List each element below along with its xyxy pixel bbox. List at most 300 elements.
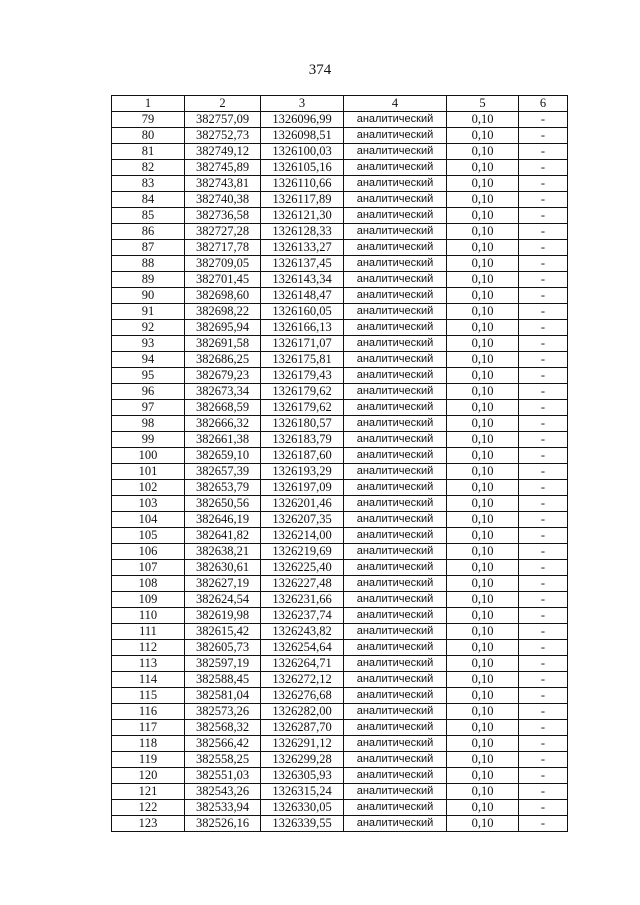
point-number-cell: 107 xyxy=(112,560,185,576)
point-number-cell: 96 xyxy=(112,384,185,400)
point-number-cell: 92 xyxy=(112,320,185,336)
accuracy-cell: 0,10 xyxy=(447,784,519,800)
note-cell: - xyxy=(519,368,568,384)
point-number-cell: 116 xyxy=(112,704,185,720)
y-coordinate-cell: 1326227,48 xyxy=(261,576,344,592)
column-header: 4 xyxy=(344,96,447,112)
table-body xyxy=(112,112,568,832)
accuracy-cell: 0,10 xyxy=(447,608,519,624)
table-row xyxy=(112,368,568,384)
table-row xyxy=(112,320,568,336)
x-coordinate-cell: 382566,42 xyxy=(185,736,261,752)
note-cell: - xyxy=(519,448,568,464)
y-coordinate-cell: 1326272,12 xyxy=(261,672,344,688)
method-cell: аналитический xyxy=(344,160,447,176)
x-coordinate-cell: 382659,10 xyxy=(185,448,261,464)
x-coordinate-cell: 382657,39 xyxy=(185,464,261,480)
x-coordinate-cell: 382736,58 xyxy=(185,208,261,224)
point-number-cell: 80 xyxy=(112,128,185,144)
point-number-cell: 108 xyxy=(112,576,185,592)
accuracy-cell: 0,10 xyxy=(447,304,519,320)
table-row xyxy=(112,736,568,752)
point-number-cell: 101 xyxy=(112,464,185,480)
note-cell: - xyxy=(519,416,568,432)
y-coordinate-cell: 1326237,74 xyxy=(261,608,344,624)
table-row xyxy=(112,656,568,672)
accuracy-cell: 0,10 xyxy=(447,288,519,304)
method-cell: аналитический xyxy=(344,560,447,576)
y-coordinate-cell: 1326179,43 xyxy=(261,368,344,384)
accuracy-cell: 0,10 xyxy=(447,416,519,432)
y-coordinate-cell: 1326339,55 xyxy=(261,816,344,832)
x-coordinate-cell: 382749,12 xyxy=(185,144,261,160)
note-cell: - xyxy=(519,640,568,656)
x-coordinate-cell: 382752,73 xyxy=(185,128,261,144)
table-row xyxy=(112,160,568,176)
accuracy-cell: 0,10 xyxy=(447,240,519,256)
x-coordinate-cell: 382666,32 xyxy=(185,416,261,432)
column-header: 2 xyxy=(185,96,261,112)
method-cell: аналитический xyxy=(344,192,447,208)
y-coordinate-cell: 1326175,81 xyxy=(261,352,344,368)
x-coordinate-cell: 382650,56 xyxy=(185,496,261,512)
note-cell: - xyxy=(519,176,568,192)
method-cell: аналитический xyxy=(344,752,447,768)
table-row xyxy=(112,624,568,640)
y-coordinate-cell: 1326299,28 xyxy=(261,752,344,768)
table-row xyxy=(112,560,568,576)
method-cell: аналитический xyxy=(344,656,447,672)
method-cell: аналитический xyxy=(344,256,447,272)
method-cell: аналитический xyxy=(344,320,447,336)
method-cell: аналитический xyxy=(344,432,447,448)
method-cell: аналитический xyxy=(344,496,447,512)
accuracy-cell: 0,10 xyxy=(447,160,519,176)
table-row xyxy=(112,480,568,496)
note-cell: - xyxy=(519,624,568,640)
x-coordinate-cell: 382668,59 xyxy=(185,400,261,416)
table-row xyxy=(112,208,568,224)
point-number-cell: 84 xyxy=(112,192,185,208)
method-cell: аналитический xyxy=(344,336,447,352)
accuracy-cell: 0,10 xyxy=(447,640,519,656)
x-coordinate-cell: 382717,78 xyxy=(185,240,261,256)
method-cell: аналитический xyxy=(344,512,447,528)
method-cell: аналитический xyxy=(344,704,447,720)
y-coordinate-cell: 1326110,66 xyxy=(261,176,344,192)
method-cell: аналитический xyxy=(344,304,447,320)
note-cell: - xyxy=(519,336,568,352)
point-number-cell: 94 xyxy=(112,352,185,368)
point-number-cell: 112 xyxy=(112,640,185,656)
table-row xyxy=(112,576,568,592)
accuracy-cell: 0,10 xyxy=(447,176,519,192)
x-coordinate-cell: 382551,03 xyxy=(185,768,261,784)
y-coordinate-cell: 1326225,40 xyxy=(261,560,344,576)
y-coordinate-cell: 1326098,51 xyxy=(261,128,344,144)
method-cell: аналитический xyxy=(344,144,447,160)
coordinates-table xyxy=(111,95,568,832)
method-cell: аналитический xyxy=(344,224,447,240)
accuracy-cell: 0,10 xyxy=(447,272,519,288)
note-cell: - xyxy=(519,800,568,816)
note-cell: - xyxy=(519,160,568,176)
table-row xyxy=(112,352,568,368)
table-row xyxy=(112,240,568,256)
accuracy-cell: 0,10 xyxy=(447,800,519,816)
x-coordinate-cell: 382691,58 xyxy=(185,336,261,352)
y-coordinate-cell: 1326133,27 xyxy=(261,240,344,256)
y-coordinate-cell: 1326330,05 xyxy=(261,800,344,816)
note-cell: - xyxy=(519,480,568,496)
accuracy-cell: 0,10 xyxy=(447,688,519,704)
y-coordinate-cell: 1326187,60 xyxy=(261,448,344,464)
table-row xyxy=(112,544,568,560)
note-cell: - xyxy=(519,688,568,704)
y-coordinate-cell: 1326315,24 xyxy=(261,784,344,800)
accuracy-cell: 0,10 xyxy=(447,128,519,144)
note-cell: - xyxy=(519,528,568,544)
accuracy-cell: 0,10 xyxy=(447,528,519,544)
y-coordinate-cell: 1326207,35 xyxy=(261,512,344,528)
table-row xyxy=(112,304,568,320)
x-coordinate-cell: 382661,38 xyxy=(185,432,261,448)
method-cell: аналитический xyxy=(344,288,447,304)
y-coordinate-cell: 1326214,00 xyxy=(261,528,344,544)
accuracy-cell: 0,10 xyxy=(447,464,519,480)
point-number-cell: 115 xyxy=(112,688,185,704)
y-coordinate-cell: 1326171,07 xyxy=(261,336,344,352)
method-cell: аналитический xyxy=(344,800,447,816)
table-row xyxy=(112,496,568,512)
y-coordinate-cell: 1326287,70 xyxy=(261,720,344,736)
y-coordinate-cell: 1326179,62 xyxy=(261,400,344,416)
point-number-cell: 97 xyxy=(112,400,185,416)
point-number-cell: 122 xyxy=(112,800,185,816)
point-number-cell: 100 xyxy=(112,448,185,464)
note-cell: - xyxy=(519,256,568,272)
x-coordinate-cell: 382573,26 xyxy=(185,704,261,720)
method-cell: аналитический xyxy=(344,720,447,736)
accuracy-cell: 0,10 xyxy=(447,336,519,352)
table-row xyxy=(112,672,568,688)
column-header: 3 xyxy=(261,96,344,112)
table-row xyxy=(112,416,568,432)
y-coordinate-cell: 1326231,66 xyxy=(261,592,344,608)
table-row xyxy=(112,592,568,608)
x-coordinate-cell: 382597,19 xyxy=(185,656,261,672)
accuracy-cell: 0,10 xyxy=(447,256,519,272)
note-cell: - xyxy=(519,240,568,256)
method-cell: аналитический xyxy=(344,368,447,384)
method-cell: аналитический xyxy=(344,624,447,640)
x-coordinate-cell: 382588,45 xyxy=(185,672,261,688)
y-coordinate-cell: 1326137,45 xyxy=(261,256,344,272)
point-number-cell: 79 xyxy=(112,112,185,128)
x-coordinate-cell: 382630,61 xyxy=(185,560,261,576)
method-cell: аналитический xyxy=(344,352,447,368)
x-coordinate-cell: 382543,26 xyxy=(185,784,261,800)
point-number-cell: 85 xyxy=(112,208,185,224)
point-number-cell: 82 xyxy=(112,160,185,176)
x-coordinate-cell: 382605,73 xyxy=(185,640,261,656)
point-number-cell: 89 xyxy=(112,272,185,288)
note-cell: - xyxy=(519,208,568,224)
point-number-cell: 86 xyxy=(112,224,185,240)
y-coordinate-cell: 1326160,05 xyxy=(261,304,344,320)
x-coordinate-cell: 382615,42 xyxy=(185,624,261,640)
accuracy-cell: 0,10 xyxy=(447,672,519,688)
point-number-cell: 81 xyxy=(112,144,185,160)
y-coordinate-cell: 1326291,12 xyxy=(261,736,344,752)
x-coordinate-cell: 382624,54 xyxy=(185,592,261,608)
note-cell: - xyxy=(519,496,568,512)
point-number-cell: 113 xyxy=(112,656,185,672)
accuracy-cell: 0,10 xyxy=(447,144,519,160)
accuracy-cell: 0,10 xyxy=(447,592,519,608)
method-cell: аналитический xyxy=(344,240,447,256)
point-number-cell: 90 xyxy=(112,288,185,304)
column-header: 5 xyxy=(447,96,519,112)
method-cell: аналитический xyxy=(344,816,447,832)
table-row xyxy=(112,752,568,768)
method-cell: аналитический xyxy=(344,688,447,704)
x-coordinate-cell: 382581,04 xyxy=(185,688,261,704)
x-coordinate-cell: 382701,45 xyxy=(185,272,261,288)
y-coordinate-cell: 1326105,16 xyxy=(261,160,344,176)
table-row xyxy=(112,336,568,352)
table-row xyxy=(112,816,568,832)
note-cell: - xyxy=(519,784,568,800)
accuracy-cell: 0,10 xyxy=(447,432,519,448)
method-cell: аналитический xyxy=(344,480,447,496)
note-cell: - xyxy=(519,400,568,416)
method-cell: аналитический xyxy=(344,400,447,416)
point-number-cell: 99 xyxy=(112,432,185,448)
table-row xyxy=(112,640,568,656)
point-number-cell: 95 xyxy=(112,368,185,384)
x-coordinate-cell: 382743,81 xyxy=(185,176,261,192)
accuracy-cell: 0,10 xyxy=(447,112,519,128)
method-cell: аналитический xyxy=(344,528,447,544)
y-coordinate-cell: 1326264,71 xyxy=(261,656,344,672)
y-coordinate-cell: 1326201,46 xyxy=(261,496,344,512)
method-cell: аналитический xyxy=(344,736,447,752)
x-coordinate-cell: 382641,82 xyxy=(185,528,261,544)
point-number-cell: 109 xyxy=(112,592,185,608)
note-cell: - xyxy=(519,544,568,560)
accuracy-cell: 0,10 xyxy=(447,720,519,736)
accuracy-cell: 0,10 xyxy=(447,192,519,208)
x-coordinate-cell: 382619,98 xyxy=(185,608,261,624)
method-cell: аналитический xyxy=(344,448,447,464)
table-row xyxy=(112,528,568,544)
method-cell: аналитический xyxy=(344,384,447,400)
column-header: 1 xyxy=(112,96,185,112)
method-cell: аналитический xyxy=(344,576,447,592)
y-coordinate-cell: 1326143,34 xyxy=(261,272,344,288)
table-row xyxy=(112,432,568,448)
table-row xyxy=(112,144,568,160)
point-number-cell: 102 xyxy=(112,480,185,496)
note-cell: - xyxy=(519,384,568,400)
accuracy-cell: 0,10 xyxy=(447,320,519,336)
y-coordinate-cell: 1326243,82 xyxy=(261,624,344,640)
point-number-cell: 110 xyxy=(112,608,185,624)
point-number-cell: 91 xyxy=(112,304,185,320)
y-coordinate-cell: 1326148,47 xyxy=(261,288,344,304)
table-row xyxy=(112,192,568,208)
point-number-cell: 83 xyxy=(112,176,185,192)
point-number-cell: 119 xyxy=(112,752,185,768)
note-cell: - xyxy=(519,656,568,672)
accuracy-cell: 0,10 xyxy=(447,544,519,560)
note-cell: - xyxy=(519,576,568,592)
x-coordinate-cell: 382698,22 xyxy=(185,304,261,320)
method-cell: аналитический xyxy=(344,784,447,800)
method-cell: аналитический xyxy=(344,544,447,560)
y-coordinate-cell: 1326100,03 xyxy=(261,144,344,160)
accuracy-cell: 0,10 xyxy=(447,208,519,224)
note-cell: - xyxy=(519,304,568,320)
y-coordinate-cell: 1326179,62 xyxy=(261,384,344,400)
table-row xyxy=(112,448,568,464)
y-coordinate-cell: 1326197,09 xyxy=(261,480,344,496)
table-row xyxy=(112,704,568,720)
y-coordinate-cell: 1326166,13 xyxy=(261,320,344,336)
x-coordinate-cell: 382757,09 xyxy=(185,112,261,128)
x-coordinate-cell: 382727,28 xyxy=(185,224,261,240)
accuracy-cell: 0,10 xyxy=(447,656,519,672)
point-number-cell: 88 xyxy=(112,256,185,272)
note-cell: - xyxy=(519,464,568,480)
note-cell: - xyxy=(519,704,568,720)
point-number-cell: 117 xyxy=(112,720,185,736)
y-coordinate-cell: 1326276,68 xyxy=(261,688,344,704)
note-cell: - xyxy=(519,192,568,208)
method-cell: аналитический xyxy=(344,464,447,480)
accuracy-cell: 0,10 xyxy=(447,768,519,784)
note-cell: - xyxy=(519,768,568,784)
y-coordinate-cell: 1326096,99 xyxy=(261,112,344,128)
table-row xyxy=(112,720,568,736)
method-cell: аналитический xyxy=(344,768,447,784)
point-number-cell: 87 xyxy=(112,240,185,256)
y-coordinate-cell: 1326305,93 xyxy=(261,768,344,784)
column-header: 6 xyxy=(519,96,568,112)
method-cell: аналитический xyxy=(344,208,447,224)
note-cell: - xyxy=(519,320,568,336)
y-coordinate-cell: 1326121,30 xyxy=(261,208,344,224)
x-coordinate-cell: 382709,05 xyxy=(185,256,261,272)
note-cell: - xyxy=(519,224,568,240)
table-row xyxy=(112,608,568,624)
note-cell: - xyxy=(519,352,568,368)
point-number-cell: 121 xyxy=(112,784,185,800)
accuracy-cell: 0,10 xyxy=(447,576,519,592)
note-cell: - xyxy=(519,752,568,768)
point-number-cell: 104 xyxy=(112,512,185,528)
y-coordinate-cell: 1326219,69 xyxy=(261,544,344,560)
note-cell: - xyxy=(519,816,568,832)
accuracy-cell: 0,10 xyxy=(447,480,519,496)
method-cell: аналитический xyxy=(344,128,447,144)
x-coordinate-cell: 382653,79 xyxy=(185,480,261,496)
method-cell: аналитический xyxy=(344,176,447,192)
table-row xyxy=(112,272,568,288)
x-coordinate-cell: 382745,89 xyxy=(185,160,261,176)
accuracy-cell: 0,10 xyxy=(447,560,519,576)
note-cell: - xyxy=(519,560,568,576)
note-cell: - xyxy=(519,288,568,304)
method-cell: аналитический xyxy=(344,640,447,656)
x-coordinate-cell: 382533,94 xyxy=(185,800,261,816)
method-cell: аналитический xyxy=(344,608,447,624)
table-row xyxy=(112,128,568,144)
table-row xyxy=(112,256,568,272)
x-coordinate-cell: 382558,25 xyxy=(185,752,261,768)
x-coordinate-cell: 382673,34 xyxy=(185,384,261,400)
table-row xyxy=(112,400,568,416)
accuracy-cell: 0,10 xyxy=(447,816,519,832)
y-coordinate-cell: 1326117,89 xyxy=(261,192,344,208)
y-coordinate-cell: 1326183,79 xyxy=(261,432,344,448)
note-cell: - xyxy=(519,592,568,608)
accuracy-cell: 0,10 xyxy=(447,384,519,400)
point-number-cell: 103 xyxy=(112,496,185,512)
y-coordinate-cell: 1326128,33 xyxy=(261,224,344,240)
table-row xyxy=(112,688,568,704)
table-row xyxy=(112,512,568,528)
method-cell: аналитический xyxy=(344,112,447,128)
x-coordinate-cell: 382695,94 xyxy=(185,320,261,336)
table-row xyxy=(112,464,568,480)
method-cell: аналитический xyxy=(344,592,447,608)
accuracy-cell: 0,10 xyxy=(447,400,519,416)
note-cell: - xyxy=(519,608,568,624)
accuracy-cell: 0,10 xyxy=(447,448,519,464)
table-row xyxy=(112,224,568,240)
note-cell: - xyxy=(519,272,568,288)
table-row xyxy=(112,384,568,400)
x-coordinate-cell: 382679,23 xyxy=(185,368,261,384)
table-row xyxy=(112,288,568,304)
x-coordinate-cell: 382568,32 xyxy=(185,720,261,736)
point-number-cell: 111 xyxy=(112,624,185,640)
note-cell: - xyxy=(519,128,568,144)
accuracy-cell: 0,10 xyxy=(447,352,519,368)
x-coordinate-cell: 382646,19 xyxy=(185,512,261,528)
note-cell: - xyxy=(519,112,568,128)
page-number: 374 xyxy=(308,62,332,78)
table-row xyxy=(112,112,568,128)
note-cell: - xyxy=(519,672,568,688)
x-coordinate-cell: 382740,38 xyxy=(185,192,261,208)
accuracy-cell: 0,10 xyxy=(447,752,519,768)
method-cell: аналитический xyxy=(344,672,447,688)
table-header-row xyxy=(112,96,568,112)
accuracy-cell: 0,10 xyxy=(447,736,519,752)
x-coordinate-cell: 382627,19 xyxy=(185,576,261,592)
table-row xyxy=(112,784,568,800)
x-coordinate-cell: 382638,21 xyxy=(185,544,261,560)
point-number-cell: 98 xyxy=(112,416,185,432)
table-row xyxy=(112,176,568,192)
point-number-cell: 105 xyxy=(112,528,185,544)
y-coordinate-cell: 1326193,29 xyxy=(261,464,344,480)
accuracy-cell: 0,10 xyxy=(447,368,519,384)
table-row xyxy=(112,768,568,784)
